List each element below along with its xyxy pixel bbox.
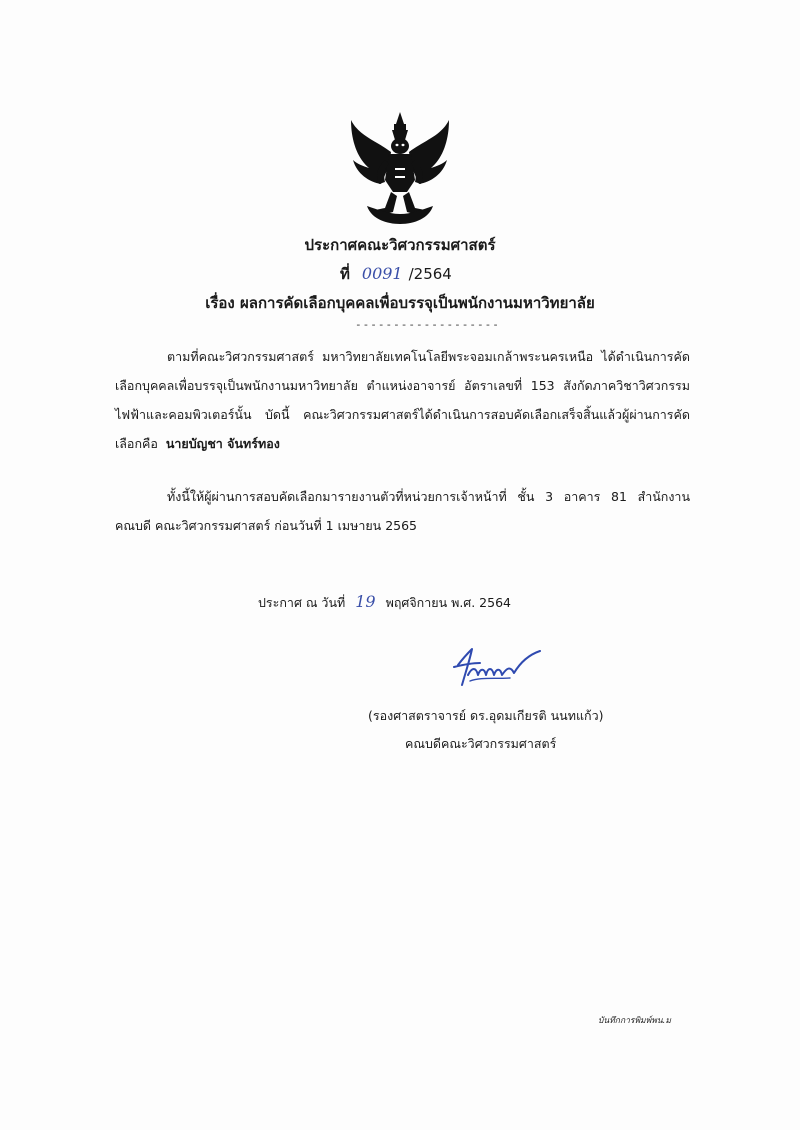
document-number-year: /2564 [408,265,452,283]
document-number [340,262,540,286]
body-paragraph-1 [115,342,690,458]
signature-icon [450,645,550,690]
body-paragraph-2 [115,482,690,540]
handwritten-day: 19 [355,592,376,611]
signatory-name: (รองศาสตราจารย์ ดร.อุดมเกียรติ นนทแก้ว) [368,708,604,723]
signatory-position: คณบดีคณะวิศวกรรมศาสตร์ [405,736,557,751]
footnote: บันทึกการพิมพ์พน.ม [598,1016,671,1026]
document-number-prefix: ที่ [340,265,350,283]
announcement-title: ประกาศคณะวิศวกรรมศาสตร์ [304,236,496,254]
paragraph-2-text: ทั้งนี้ให้ผู้ผ่านการสอบคัดเลือกมารายงานตัวที่หน่วยการเจ้าหน้าที่ ชั้น 3 อาคาร 81 สำนักงานคณบดี คณะวิศวกรรมศาสตร์ ก่อนวันที่ 1 เมษายน 2565 [115,489,690,533]
paragraph-1-text: ตามที่คณะวิศวกรรมศาสตร์ มหาวิทยาลัยเทคโนโลยีพระจอมเกล้าพระนครเหนือ ได้ดำเนินการคัดเลือกบุคคลเพื่อบรรจุเป็นพนักงานมหาวิทยาลัย ตำแหน่งอาจารย์ อัตราเลขที่ 153 สังกัดภาควิชาวิศวกรรมไฟฟ้าและคอมพิวเตอร์นั้น บัดนี้ คณะวิศวกรรมศาสตร์ได้ดำเนินการสอบคัดเลือกเสร็จสิ้นแล้วผู้ผ่านการคัดเลือกคือ [115,349,690,451]
announcement-date [258,592,511,613]
date-month-year: พฤศจิกายน พ.ศ. 2564 [385,595,511,610]
date-prefix: ประกาศ ณ วันที่ [258,595,346,610]
handwritten-document-number: 0091 [361,264,403,283]
selected-person-name: นายบัญชา จันทร์ทอง [165,436,280,451]
divider: ------------------- [355,318,500,331]
garuda-emblem-icon [345,110,455,225]
subject-line: เรื่อง ผลการคัดเลือกบุคคลเพื่อบรรจุเป็นพนักงานมหาวิทยาลัย [205,294,595,312]
